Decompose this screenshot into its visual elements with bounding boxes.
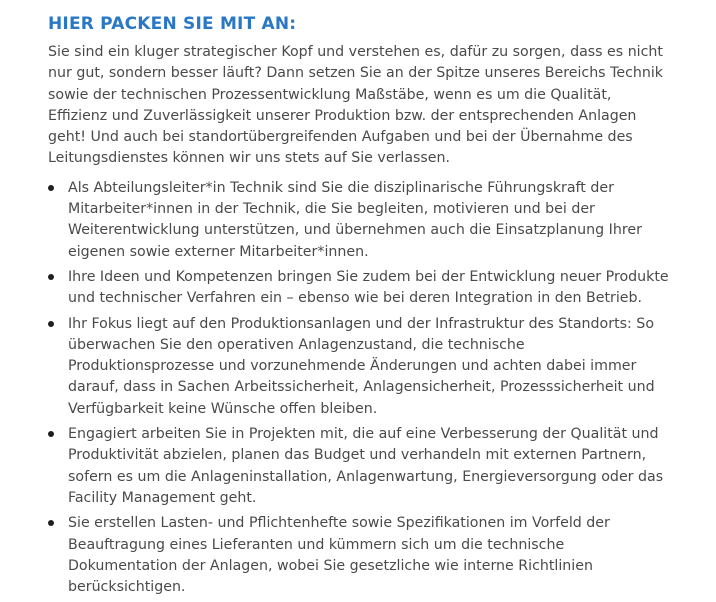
bullet-icon: [48, 321, 54, 327]
task-list-item: [48, 178, 670, 263]
intro-paragraph: Sie sind ein kluger strategischer Kopf und verstehen es, dafür zu sorgen, dass es nicht nur gut, sondern besser läuft? Dann setzen Sie an der Spitze unseres Bereichs Technik sowie der technischen Prozessentwicklung Maßstäbe, wenn es um die Qualität, Effizienz und Zuverlässigkeit unserer Produktion bzw. der entsprechenden Anlagen geht! Und auch bei standortübergreifenden Aufgaben und bei der Übernahme des Leitungsdienstes können wir uns stets auf Sie verlassen.: [48, 44, 664, 167]
task-list-item: [48, 513, 670, 598]
task-text: Sie erstellen Lasten- und Pflichtenhefte sowie Spezifikationen im Vorfeld der Beauftragung eines Lieferanten und kümmern sich um die technische Dokumentation der Anlagen, wobei Sie gesetzliche wie interne Richtlinien berücksichtigen.: [68, 515, 610, 596]
job-section: [48, 12, 670, 602]
task-text: Engagiert arbeiten Sie in Projekten mit, die auf eine Verbesserung der Qualität und Produktivität abzielen, planen das Budget und verhandeln mit externen Partnern, sofern es um die Anlageninstallation, Anlagenwartung, Energieversorgung oder das Facility Management geht.: [68, 426, 664, 506]
task-list-item: [48, 267, 670, 310]
task-text: Als Abteilungsleiter*in Technik sind Sie die disziplinarische Führungskraft der Mitarbeiter*innen in der Technik, die Sie begleiten, motivieren und bei der Weiterentwicklung unterstützen, und übernehmen auch die Einsatzplanung Ihrer eigenen sowie externer Mitarbeiter*innen.: [68, 179, 642, 260]
bullet-icon: [48, 274, 54, 280]
bullet-icon: [48, 520, 54, 526]
bullet-icon: [48, 185, 54, 191]
task-list: [48, 178, 670, 599]
task-text: Ihr Fokus liegt auf den Produktionsanlagen und der Infrastruktur des Standorts: So überwachen Sie den operativen Anlagenzustand, die technische Produktionsprozesse und vorzunehmende Änderungen und achten dabei immer darauf, dass in Sachen Arbeitssicherheit, Anlagensicherheit, Prozesssicherheit und Verfügbarkeit keine Wünsche offen bleiben.: [68, 315, 655, 417]
section-heading: HIER PACKEN SIE MIT AN:: [48, 14, 297, 34]
task-list-item: [48, 424, 670, 509]
bullet-icon: [48, 431, 54, 437]
task-list-item: [48, 314, 670, 420]
task-text: Ihre Ideen und Kompetenzen bringen Sie zudem bei der Entwicklung neuer Produkte und technischer Verfahren ein – ebenso wie bei deren Integration in den Betrieb.: [68, 268, 669, 307]
